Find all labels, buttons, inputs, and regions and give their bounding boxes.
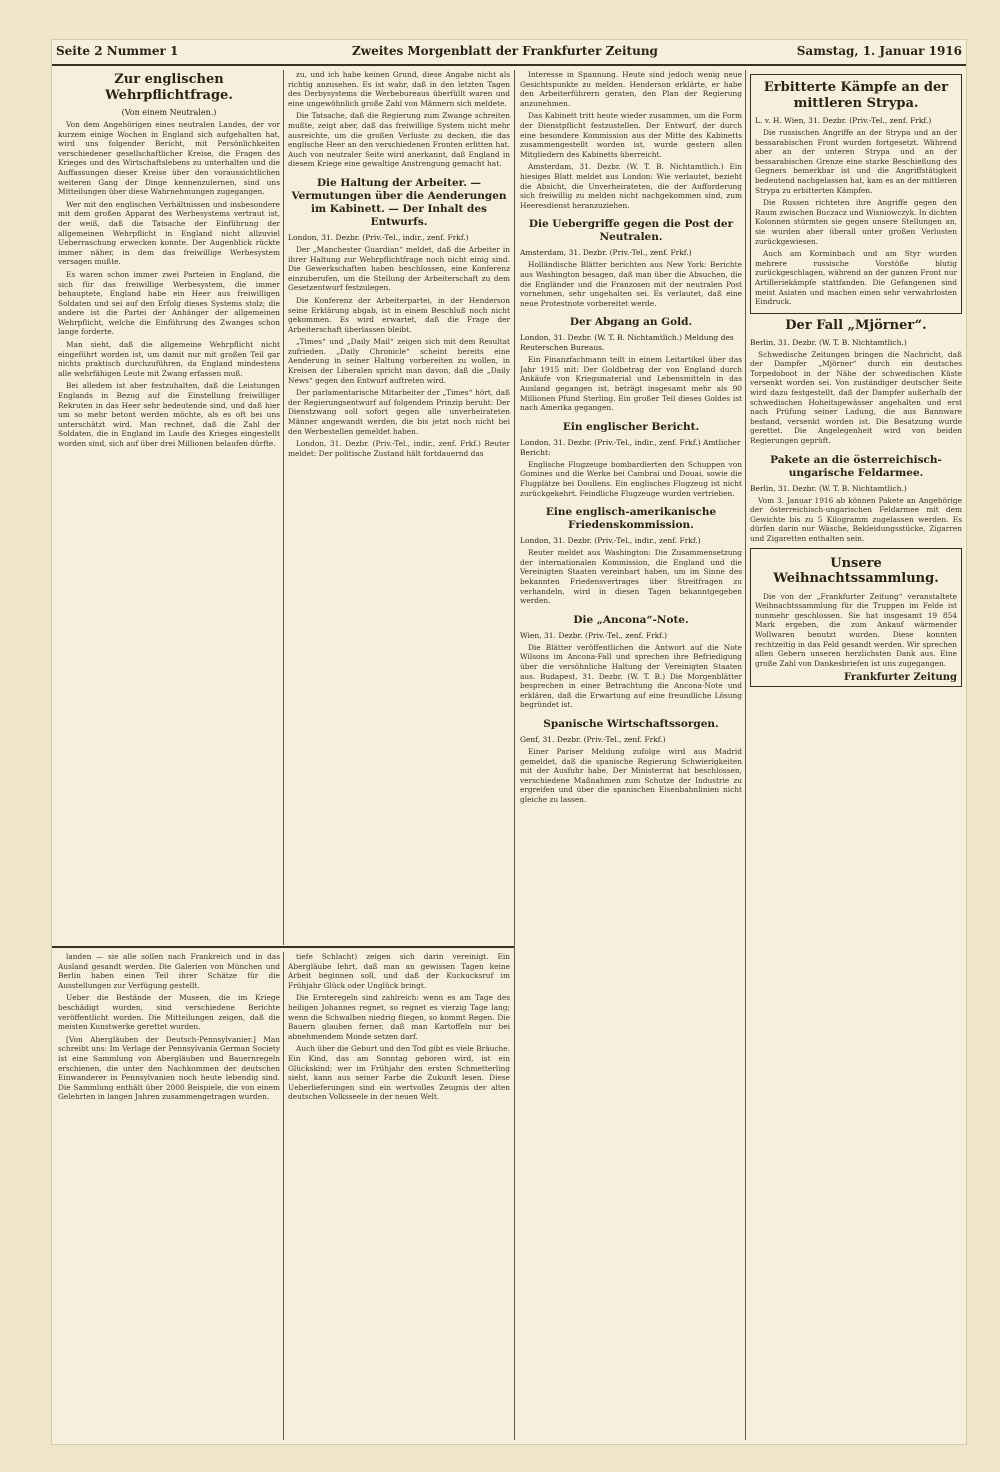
section-title: Der Fall „Mjörner“.: [785, 317, 927, 333]
paragraph: Vom 3. Januar 1916 ab können Pakete an Angehörige der österreichisch-ungarischen Feldarmee mit dem Gewichte bis zu 5 Kilogramm zugelassen werden. Es dürfen darin nur Wäsche, Bekleidungsstücke, Zigarren und Zigaretten enthalten sein.: [750, 495, 962, 543]
paragraph: Die von der „Frankfurter Zeitung“ veranstaltete Weihnachtssammlung für die Truppen im Felde ist nunmehr geschlossen. Sie hat insgesamt 19 854 Mark ergeben, die zum Ankauf wärmender Wollwaren benutzt wurden. Diese konnten rechtzeitig in das Feld gesandt werden. Wir sprechen allen Gebern unseren herzlichsten Dank aus. Eine große Zahl von Dankesbriefen ist uns zugegangen.: [755, 591, 957, 668]
paragraph: [Von Abergläuben der Deutsch-Pennsylvanier.] Man schreibt uns: Im Verlage der Pennsylvania German Society ist eine Sammlung von Abergläuben und Bauernregeln erschienen, die unter den Nachkommen der deutschen Einwanderer in Pennsylvanien noch heute lebendig sind. Die Sammlung enthält über 2000 Beispiele, die von einem Gelehrten in langen Jahren zusammengetragen wurden.: [58, 1034, 280, 1102]
paragraph: Holländische Blätter berichten aus New York: Berichte aus Washington besagen, daß man über die Absuchen, die die Engländer und die Franzosen mit der neutralen Post vornehmen, sehr ungehalten sei. Es verlautet, daß eine neue Protestnote vorbereitet werde.: [520, 260, 742, 308]
dateline: London, 31. Dezbr. (Priv.-Tel., indir., zenf. Frkf.): [520, 536, 701, 546]
paragraph: Amsterdam, 31. Dezbr. (W. T. B. Nichtamtlich.) Ein hiesiges Blatt meldet aus London: Wie verlautet, bezieht die Absicht, die Unverheirateten, die der Aufforderung sich freiwillig zu melden nicht nachgekommen sind, zum Heeresdienst heranzuziehen.: [520, 162, 742, 210]
paragraph: Englische Flugzeuge bombardierten den Schuppen von Gomines und die Werke bei Cambrai und Douai, sowie die Flugplätze bei Doullens. Ein englisches Flugzeug ist nicht zurückgekehrt. Feindliche Flugzeuge wurden vertrieben.: [520, 459, 742, 498]
paragraph: Man sieht, daß die allgemeine Wehrpflicht nicht eingeführt worden ist, um damit nur mit großen Teil gar nichts praktisch durchzuführen, da England mindestens alle wehrfähigen Leute mit Zwang erfassen muß.: [58, 340, 280, 378]
box-title: Erbitterte Kämpfe an der mittleren Strypa.: [763, 80, 949, 111]
paragraph: Ueber die Bestände der Museen, die im Kriege beschädigt wurden, sind verschiedene Berichte veröffentlicht worden. Die Mitteilungen zeigen, daß die meisten Kunstwerke gerettet wurden.: [58, 993, 280, 1032]
section-title: Die „Ancona“-Note.: [573, 613, 689, 626]
paragraph: Von dem Angehörigen eines neutralen Landes, der vor kurzem einige Wochen in England sich aufgehalten hat, wird uns folgender Bericht, mit Persönlichkeiten verschiedener gesellschaftlicher Kreise, die Fragen des Krieges und des Wirtschaftslebens zu unterhalten und die Auffassungen dieser Kreise über den voraussichtlichen weiteren Gang der Dinge kennenzulernen, sind uns Mitteilungen über diese Wahrnehmungen zugegangen.: [58, 120, 280, 197]
section-title: Pakete an die österreichisch-ungarische Feldarmee.: [770, 453, 942, 479]
feuilleton-left: [58, 952, 280, 1440]
column-3: [520, 70, 742, 1440]
paragraph: Wer mit den englischen Verhältnissen und insbesondere mit dem großen Apparat des Werbesystems vertraut ist, der weiß, daß die Tatsache der Einführung der allgemeinen Wehrpflicht in England nicht allzuviel Ueberraschung erwecken konnte. Der Augenblick rückte immer näher, in dem das freiwillige Werbesystem versagen mußte.: [58, 199, 280, 267]
feuilleton-right: [288, 952, 510, 1440]
column-4: [750, 70, 962, 1440]
newspaper-page: [52, 40, 966, 1444]
section-title: Die Haltung der Arbeiter. — Vermutungen über die Aenderungen im Kabinett. — Der Inhalt des Entwurfs.: [291, 176, 507, 228]
feuilleton-rule: [52, 946, 514, 948]
appeal-title: Unsere Weihnachtssammlung.: [773, 555, 939, 586]
column-rule: [514, 70, 515, 1440]
paragraph: Einer Pariser Meldung zufolge wird aus Madrid gemeldet, daß die spanische Regierung Schwierigkeiten mit der Ausfuhr habe. Der Ministerrat hat beschlossen, verschiedene Maßnahmen zum Schutze der Industrie zu ergreifen und über die spanischen Eisenbahnlinien nicht gleiche zu lassen.: [520, 746, 742, 804]
paragraph: Die Russen richteten ihre Angriffe gegen den Raum zwischen Buczacz und Wisniowczyk. In dichten Kolonnen stürmten sie gegen unsere Stellungen an, sie wurden aber überall unter großen Verlusten zurückgewiesen.: [755, 198, 957, 246]
section-title: Spanische Wirtschaftssorgen.: [543, 717, 719, 730]
section-title: Ein englischer Bericht.: [562, 420, 700, 433]
masthead: Zweites Morgenblatt der Frankfurter Zeitung: [352, 44, 658, 58]
paragraph: Die Ernteregeln sind zahlreich: wenn es am Tage des heiligen Johannes regnet, so regnet es vierzig Tage lang; wenn die Schwalben niedrig fliegen, so kommt Regen. Die Bauern glauben ferner, daß man Kartoffeln nur bei abnehmendem Monde setzen darf.: [288, 993, 510, 1041]
section-title: Der Abgang an Gold.: [569, 316, 693, 329]
paragraph: Schwedische Zeitungen bringen die Nachricht, daß der Dampfer „Mjörner“ durch ein deutsches Torpedoboot in der Nähe der schwedischen Küste versenkt worden sei. Von zuständiger deutscher Seite wird dazu festgestellt, daß der Dampfer außerhalb der schwedischen Hoheitsgewässer angehalten und erst nach Prüfung seiner Ladung, die aus Bannware bestand, versenkt worden ist. Die Besatzung wurde gerettet. Die Angelegenheit wird von beiden Regierungen geprüft.: [750, 349, 962, 446]
paragraph: „Times“ und „Daily Mail“ zeigen sich mit dem Resultat zufrieden. „Daily Chronicle“ scheint bereits eine Aenderung in seiner Haltung vorbereiten zu wollen, in Kreisen der Liberalen spricht man davon, daß die „Daily News“ gegen den Entwurf auftreten wird.: [288, 337, 510, 385]
page-number: Seite 2 Nummer 1: [56, 44, 179, 58]
column-1: [58, 70, 280, 945]
paragraph: Es waren schon immer zwei Parteien in England, die sich für das freiwillige Werbesystem, die immer behauptete, England habe ein Heer aus freiwilligen Soldaten und sei auf den Erfolg dieses Systems stolz; die andere ist die Partei der Anhänger der allgemeinen Wehrpflicht, welche die Einführung des Zwanges schon lange forderte.: [58, 269, 280, 337]
paragraph: zu, und ich habe keinen Grund, diese Angabe nicht als richtig anzusehen. Es ist wahr, daß in den letzten Tagen des Derbysystems die Werbebureaus überfüllt waren und eine ungewöhnlich große Zahl von Männern sich meldete.: [288, 70, 510, 108]
paragraph: tiefe Schlacht) zeigen sich darin vereinigt. Ein Abergläube lehrt, daß man an gewissen Tagen keine Arbeit beginnen soll, und daß der Kuckucksruf im Frühjahr Glück oder Unglück bringt.: [288, 952, 510, 990]
paragraph: Auch über die Geburt und den Tod gibt es viele Bräuche. Ein Kind, das am Sonntag geboren wird, ist ein Glückskind; wer im Frühjahr den ersten Schmetterling sieht, kann aus seiner Farbe die Zukunft lesen. Diese Ueberlieferungen sind ein wertvolles Zeugnis der alten deutschen Volksseele in der neuen Welt.: [288, 1044, 510, 1102]
section-title: Die Uebergriffe gegen die Post der Neutralen.: [528, 218, 734, 244]
dateline: London, 31. Dezbr. (W. T. B. Nichtamtlich.) Meldung des Reuterschen Bureaus.: [520, 333, 734, 353]
dateline: Amsterdam, 31. Dezbr. (Priv.-Tel., zenf. Frkf.): [520, 248, 692, 258]
appeal-signature: Frankfurter Zeitung: [843, 672, 957, 684]
section-title: Eine englisch-amerikanische Friedenskommission.: [545, 506, 717, 532]
paragraph: Der „Manchester Guardian“ meldet, daß die Arbeiter in ihrer Haltung zur Wehrpflichtfrage noch nicht einig sind. Die Gewerkschaften haben beschlossen, eine Konferenz einzuberufen, um die Stellung der Arbeiterschaft zu dem Gesetzentwurf festzulegen.: [288, 244, 510, 293]
paragraph: Die Tatsache, daß die Regierung zum Zwange schreiten mußte, zeigt aber, daß das freiwillige System nicht mehr ausreichte, um die großen Verluste zu decken, die das englische Heer an den verschiedenen Fronten erlitten hat. Auch von neutraler Seite wird anerkannt, daß England in diesem Kriege eine gewaltige Anstrengung gemacht hat.: [288, 111, 510, 169]
boxed-report: [750, 74, 962, 314]
page-header: [52, 40, 966, 66]
paragraph: Die russischen Angriffe an der Strypa und an der bessarabischen Front wurden fortgesetzt. Während aber an der unteren Strypa und an der bessarabischen Grenze eine starke Beschießung des Gegners bemerkbar ist und die Angriffstätigkeit bedeutend nachgelassen hat, kam es an der mittleren Strypa zu erbitterten Kämpfen.: [755, 128, 957, 195]
paragraph: landen — sie alle sollen nach Frankreich und in das Ausland gesandt werden. Die Galerien von München und Berlin haben einen Teil ihrer Schätze für die Ausstellungen zur Verfügung gestellt.: [58, 952, 280, 990]
column-2: [288, 70, 510, 945]
column-rule: [283, 70, 284, 945]
paragraph: Der parlamentarische Mitarbeiter der „Times“ hört, daß der Regierungsentwurf auf folgendem Prinzip beruht: Der Dienstzwang soll sofort gegen alle unverheirateten Männer angewandt werden, die bis jetzt noch nicht bei den Werbestellen gemeldet haben.: [288, 388, 510, 436]
appeal-box: [750, 548, 962, 688]
paragraph: Das Kabinett tritt heute wieder zusammen, um die Form der Dienstpflicht festzustellen. Der Entwurf, der durch eine besondere Kommission aus der Mitte des Kabinetts zusammengestellt worden ist, wurde gestern allen Mitgliedern des Kabinetts überreicht.: [520, 111, 742, 159]
paragraph: Interesse in Spannung. Heute sind jedoch wenig neue Gesichtspunkte zu melden. Henderson erklärte, er habe den Arbeiterführern geraten, den Plan der Regierung anzunehmen.: [520, 70, 742, 108]
column-rule: [745, 70, 746, 1440]
paragraph: Die Konferenz der Arbeiterpartei, in der Henderson seine Erklärung abgab, ist in einem Beschluß noch nicht gekommen. Es wird erwartet, daß die Frage der Arbeiterschaft überlassen bleibt.: [288, 295, 510, 334]
column-rule: [283, 952, 284, 1440]
paragraph: London, 31. Dezbr. (Priv.-Tel., indir., zenf. Frkf.) Reuter meldet: Der politische Zustand hält fortdauernd das: [288, 439, 510, 458]
paragraph: Die Blätter veröffentlichen die Antwort auf die Note Wilsons im Ancona-Fall und sprechen ihre Befriedigung über die versöhnliche Haltung der Vereinigten Staaten aus. Budapest, 31. Dezbr. (W. T. B.) Die Morgenblätter besprechen in einer Betrachtung die Ancona-Note und erklären, daß die Erwartung auf eine freundliche Lösung begründet ist.: [520, 642, 742, 710]
dateline: L. v. H. Wien, 31. Dezbr. (Priv.-Tel., zenf. Frkf.): [755, 116, 932, 125]
dateline: Wien, 31. Dezbr. (Priv.-Tel., zenf. Frkf.): [520, 630, 668, 640]
issue-date: Samstag, 1. Januar 1916: [796, 44, 962, 58]
dateline: London, 31. Dezbr. (Priv.-Tel., indir., zenf. Frkf.): [288, 232, 469, 242]
dateline: Berlin, 31. Dezbr. (W. T. B. Nichtamtlich.): [750, 337, 907, 347]
dateline: Berlin, 31. Dezbr. (W. T. B. Nichtamtlich.): [750, 483, 907, 493]
dateline: London, 31. Dezbr. (Priv.-Tel., indir., zenf. Frkf.) Amtlicher Bericht:: [520, 437, 741, 457]
article-byline: (Von einem Neutralen.): [121, 108, 217, 117]
dateline: Genf, 31. Dezbr. (Priv.-Tel., zenf. Frkf.): [520, 734, 666, 744]
article-title: Zur englischen Wehrpflichtfrage.: [105, 72, 233, 103]
paragraph: Auch am Korminbach und am Styr wurden mehrere russische Vorstöße blutig zurückgeschlagen, während an der ganzen Front nur Artilleriekämpfe stattfanden. Die Gefangenen sind meist Asiaten und machen einen sehr verwahrlosten Eindruck.: [755, 249, 957, 307]
paragraph: Reuter meldet aus Washington: Die Zusammensetzung der internationalen Kommission, die England und die Vereinigten Staaten vereinbart haben, um im Sinne des bekannten Friedensvertrages über Streitfragen zu verhandeln, wird in diesen Tagen bekanntgegeben werden.: [520, 548, 742, 606]
paragraph: Bei alledem ist aber festzuhalten, daß die Leistungen Englands in Bezug auf die Einstellung freiwilliger Rekruten in das Heer sehr bedeutende sind, und daß hier um so mehr betont werden möchte, als es oft bei uns unterschätzt wird. Man rechnet, daß die Zahl der Soldaten, die in England im Laufe des Krieges eingestellt worden sind, sich auf über drei Millionen belaufen dürfte.: [58, 381, 280, 448]
paragraph: Ein Finanzfachmann teilt in einem Leitartikel über das Jahr 1915 mit: Der Goldbetrag der von England durch Ankäufe von Kriegsmaterial und Lebensmitteln in das Ausland gegangen ist, beträgt insgesamt mehr als 90 Millionen Pfund Sterling. Ein großer Teil dieses Goldes ist nach Amerika gegangen.: [520, 355, 742, 413]
